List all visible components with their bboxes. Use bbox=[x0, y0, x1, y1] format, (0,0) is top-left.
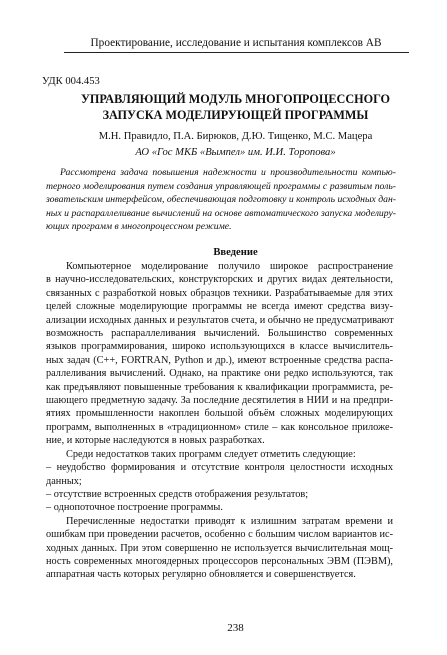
body-line: как предъявляют повышенные требования к квалификации программиста, ре- bbox=[46, 381, 393, 393]
page-number: 238 bbox=[227, 622, 244, 634]
list-item: данных; bbox=[46, 475, 82, 487]
list-item: – однопоточное построение программы. bbox=[46, 502, 223, 514]
section-heading: Введение bbox=[213, 247, 258, 258]
body-line: связанных с разработкой новых образцов техники. Разрабатываемые для этих bbox=[46, 287, 393, 299]
body-line: ние, и которые наследуются в новых разработках. bbox=[46, 435, 265, 447]
abstract-line: зовательским интерфейсом, обеспечивающая подготовку и контроль исходных дан- bbox=[46, 194, 397, 206]
body-line: раллеливания вычислений. Однако, на практике они редко используются, так bbox=[46, 368, 393, 380]
list-item: – неудобство формирования и отсутствие контроля целостности исходных bbox=[46, 462, 393, 474]
body-line: программ, выполненных в «традиционном» стиле – как консольное приложе- bbox=[46, 421, 393, 433]
body-line: Среди недостатков таких программ следует отметить следующие: bbox=[66, 448, 356, 460]
body-line: в научно-исследовательских, конструкторских и других видах деятельности, bbox=[46, 274, 393, 286]
title-line: ЗАПУСКА МОДЕЛИРУЮЩЕЙ ПРОГРАММЫ bbox=[102, 107, 369, 122]
abstract bbox=[46, 166, 396, 234]
abstract-line: терного моделирования путем создания управляющей программы с развитым поль- bbox=[46, 180, 396, 192]
abstract-line: Рассмотрена задача повышения надежности и производительности компью- bbox=[60, 167, 396, 178]
paper-title bbox=[42, 92, 429, 123]
body-line: целей сложные моделирующие программы не всегда имеют средства визу- bbox=[46, 301, 393, 313]
body-line: ализации исходных данных и результатов счета, и обычно не предусматривают bbox=[46, 314, 394, 326]
header-divider bbox=[64, 52, 409, 53]
body-line: ность современных многоядерных процессоров персональных ЭВМ (ПЭВМ), bbox=[46, 555, 393, 567]
title-line: УПРАВЛЯЮЩИЙ МОДУЛЬ МНОГОПРОЦЕССНОГО bbox=[80, 92, 391, 106]
running-header: Проектирование, исследование и испытания комплексов АВ bbox=[90, 37, 382, 49]
body-text bbox=[46, 260, 393, 582]
body-line: Перечисленные недостатки приводят к излишним затратам времени и bbox=[66, 515, 393, 527]
body-line: ошибкам при проведении расчетов, особенно с большим числом вариантов ис- bbox=[46, 529, 393, 541]
affiliation: АО «Гос МКБ «Вымпел» им. И.И. Торопова» bbox=[135, 147, 336, 158]
body-line: ходных данных. При этом совершенно не используется вычислительная мощ- bbox=[46, 542, 393, 554]
udk-code: УДК 004.453 bbox=[42, 76, 100, 87]
body-line: возможность распараллеливания вычислений. Большинство современных bbox=[46, 328, 393, 340]
body-line: аппаратная часть которых регулярно обновляется и совершенствуется. bbox=[46, 569, 356, 581]
body-line: ных задач (С++, FORTRAN, Python и др.), имеют встроенные средства распа- bbox=[46, 354, 393, 366]
body-line: языков программирования, широко использующихся в классе вычислитель- bbox=[46, 341, 393, 353]
abstract-line: ных и распараллеливание вычислений на основе автоматического запуска моделиру- bbox=[46, 207, 396, 219]
abstract-line: ющих программ в многопроцессном режиме. bbox=[46, 221, 232, 233]
body-line: шающего предметную задачу. За последние десятилетия в НИИ и на предпри- bbox=[46, 395, 393, 407]
body-line: Компьютерное моделирование получило широкое распространение bbox=[66, 261, 393, 272]
body-line: ятиях промышленности накоплен большой объём сложных моделирующих bbox=[46, 408, 393, 420]
authors: М.Н. Правидло, П.А. Бирюков, Д.Ю. Тищенко, М.С. Мацера bbox=[98, 131, 373, 142]
list-item: – отсутствие встроенных средств отображения результатов; bbox=[46, 488, 309, 500]
